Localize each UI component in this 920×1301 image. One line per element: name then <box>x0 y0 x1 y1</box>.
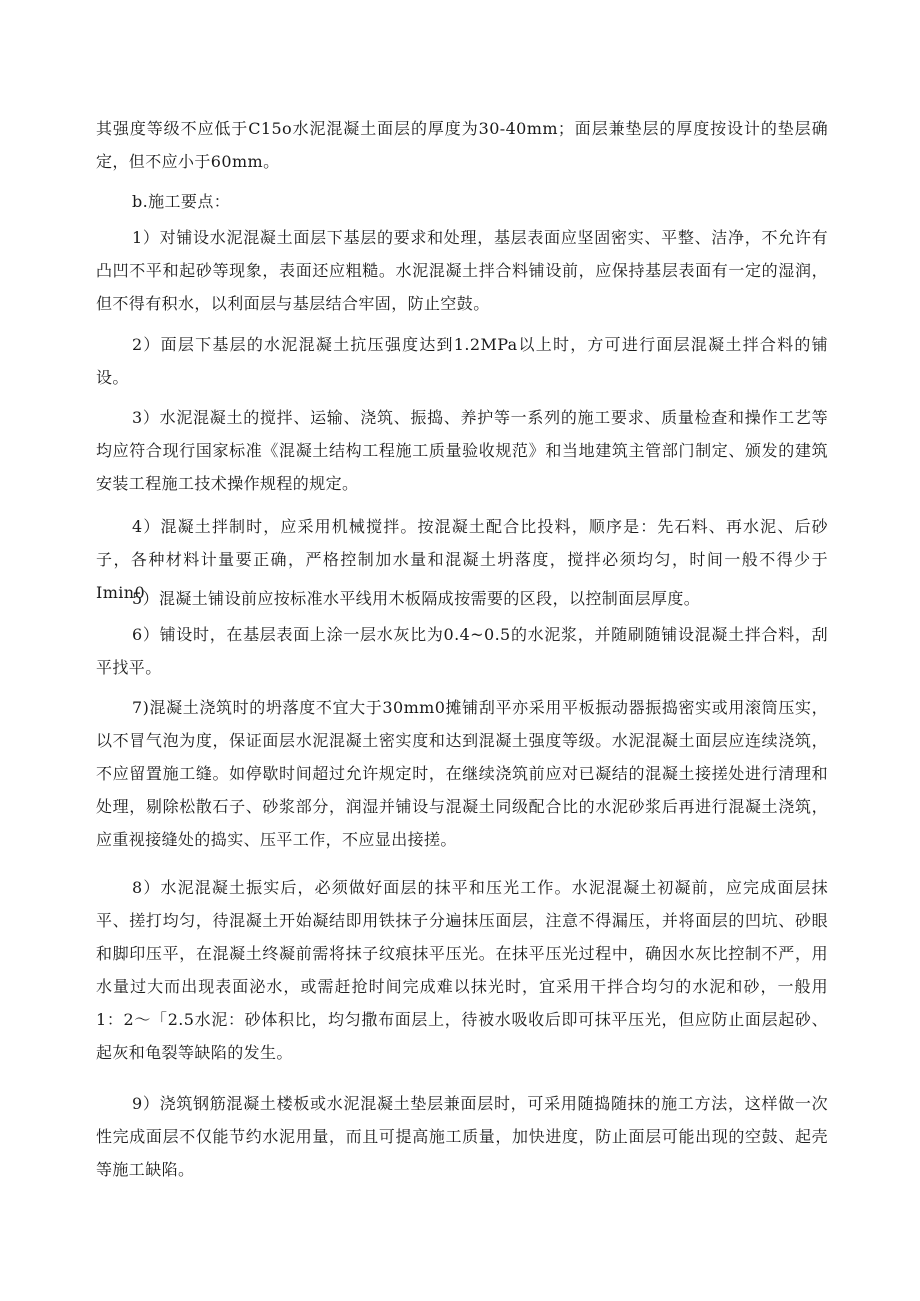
paragraph-strength-grade: 其强度等级不应低于C15o水泥混凝土面层的厚度为30-40mm；面层兼垫层的厚度按设计的垫层确定，但不应小于60mm。 <box>96 119 828 171</box>
paragraph-item-1: 1）对铺设水泥混凝土面层下基层的要求和处理，基层表面应坚固密实、平整、洁净，不允许有凸凹不平和起砂等现象，表面还应粗糙。水泥混凝土拌合料铺设前，应保持基层表面有一定的湿润，但不得有积水，以利面层与基层结合牢固，防止空鼓。 <box>96 228 828 313</box>
paragraph-item-5: 5）混凝土铺设前应按标准水平线用木板隔成按需要的区段，以控制面层厚度。 <box>132 589 701 608</box>
paragraph-item-4: 4）混凝土拌制时，应采用机械搅拌。按混凝土配合比投料，顺序是：先石料、再水泥、后砂子，各种材料计量要正确，严格控制加水量和混凝土坍落度，搅拌必须均匀，时间一般不得少于Imin0 <box>96 517 828 602</box>
paragraph-item-3: 3）水泥混凝土的搅拌、运输、浇筑、振捣、养护等一系列的施工要求、质量检查和操作工艺等均应符合现行国家标准《混凝土结构工程施工质量验收规范》和当地建筑主管部门制定、颁发的建筑安装工程施工技术操作规程的规定。 <box>96 408 828 493</box>
paragraph-construction-points-heading: b.施工要点： <box>132 192 231 211</box>
paragraph-item-2: 2）面层下基层的水泥混凝土抗压强度达到1.2MPa以上时，方可进行面层混凝土拌合料的铺设。 <box>96 335 828 387</box>
paragraph-item-9: 9）浇筑钢筋混凝土楼板或水泥混凝土垫层兼面层时，可采用随捣随抹的施工方法，这样做一次性完成面层不仅能节约水泥用量，而且可提高施工质量，加快进度，防止面层可能出现的空鼓、起壳等施工缺陷。 <box>96 1094 828 1179</box>
paragraph-item-8: 8）水泥混凝土振实后，必须做好面层的抹平和压光工作。水泥混凝土初凝前，应完成面层抹平、搓打均匀，待混凝土开始凝结即用铁抹子分遍抹压面层，注意不得漏压，并将面层的凹坑、砂眼和脚印压平，在混凝土终凝前需将抹子纹痕抹平压光。在抹平压光过程中，确因水灰比控制不严，用水量过大而出现表面泌水，或需赶抢时间完成难以抹光时，宜采用干拌合均匀的水泥和砂，一般用1：2～「2.5水泥：砂体积比，均匀撒布面层上，待被水吸收后即可抹平压光，但应防止面层起砂、起灰和龟裂等缺陷的发生。 <box>96 878 828 1062</box>
paragraph-item-7: 7)混凝土浇筑时的坍落度不宜大于30mm0摊铺刮平亦采用平板振动器振捣密实或用滚筒压实，以不冒气泡为度，保证面层水泥混凝土密实度和达到混凝土强度等级。水泥混凝土面层应连续浇筑，不应留置施工缝。如停歇时间超过允许规定时，在继续浇筑前应对已凝结的混凝土接搓处进行清理和处理，剔除松散石子、砂浆部分，润湿并铺设与混凝土同级配合比的水泥砂浆后再进行混凝土浇筑，应重视接缝处的捣实、压平工作，不应显出接搓。 <box>96 698 828 849</box>
paragraph-item-6: 6）铺设时，在基层表面上涂一层水灰比为0.4~0.5的水泥浆，并随刷随铺设混凝土拌合料，刮平找平。 <box>96 625 828 677</box>
